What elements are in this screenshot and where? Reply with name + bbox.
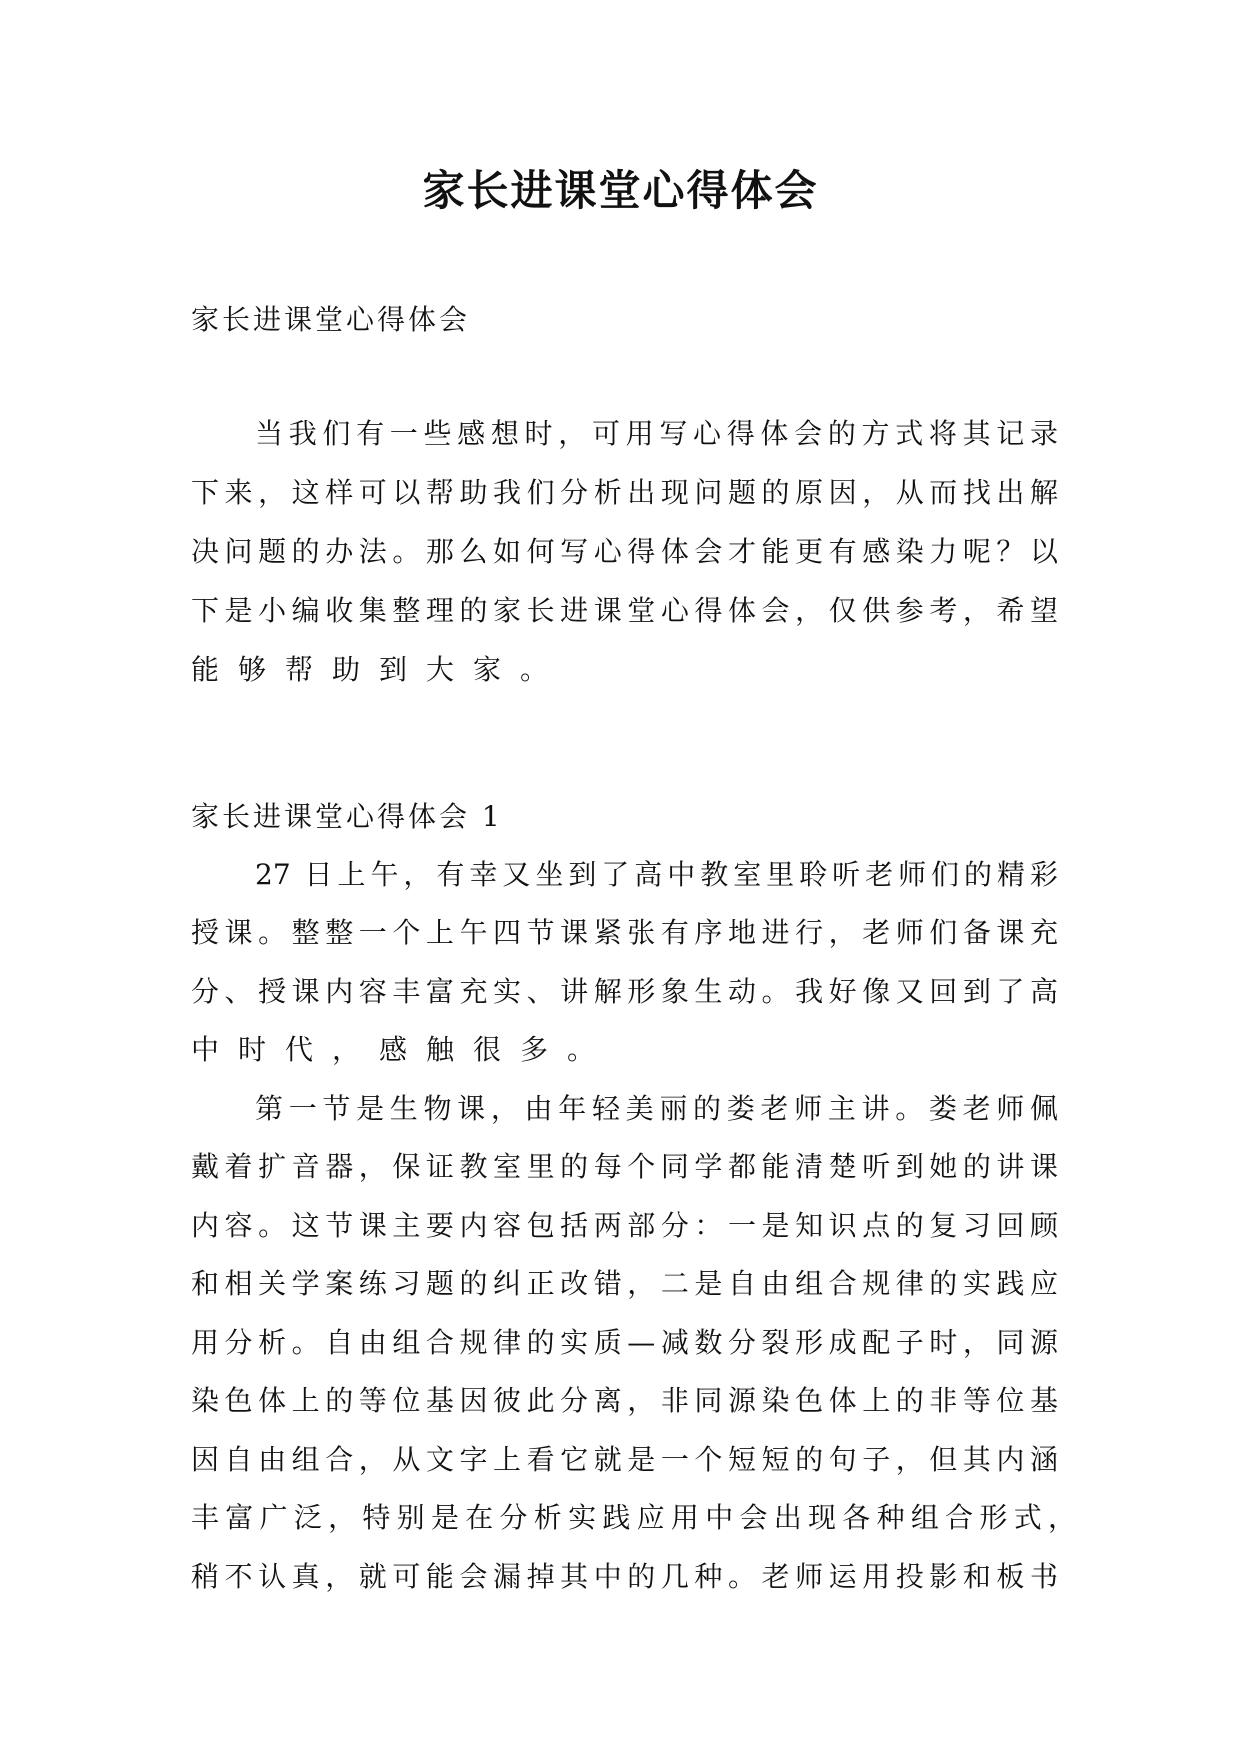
text-line: 染色体上的等位基因彼此分离，非同源染色体上的非等位基 <box>191 1384 1058 1417</box>
text-line: 因自由组合，从文字上看它就是一个短短的句子，但其内涵 <box>191 1443 1058 1476</box>
text-line: 戴着扩音器，保证教室里的每个同学都能清楚听到她的讲课 <box>191 1150 1058 1183</box>
section-heading: 家长进课堂心得体会 1 <box>191 800 503 833</box>
text-line: 丰富广泛，特别是在分析实践应用中会出现各种组合形式， <box>191 1501 1076 1534</box>
text-line: 内容。这节课主要内容包括两部分：一是知识点的复习回顾 <box>191 1209 1058 1242</box>
text-line: 中时代，感触很多。 <box>191 1033 615 1066</box>
document-title: 家长进课堂心得体会 <box>422 166 819 215</box>
text-line: 分、授课内容丰富充实、讲解形象生动。我好像又回到了高 <box>191 975 1058 1008</box>
text-line: 下是小编收集整理的家长进课堂心得体会，仅供参考，希望 <box>191 594 1058 627</box>
text-line: 27 日上午，有幸又坐到了高中教室里聆听老师们的精彩 <box>255 858 1058 891</box>
text-line: 决问题的办法。那么如何写心得体会才能更有感染力呢？以 <box>191 535 1058 568</box>
text-line: 下来，这样可以帮助我们分析出现问题的原因，从而找出解 <box>191 476 1058 509</box>
text-line: 授课。整整一个上午四节课紧张有序地进行，老师们备课充 <box>191 916 1058 949</box>
text-line: 当我们有一些感想时，可用写心得体会的方式将其记录 <box>255 417 1058 450</box>
text-line: 用分析。自由组合规律的实质—减数分裂形成配子时，同源 <box>191 1326 1058 1359</box>
text-line: 稍不认真，就可能会漏掉其中的几种。老师运用投影和板书 <box>191 1560 1058 1593</box>
text-line: 能够帮助到大家。 <box>191 653 568 686</box>
document-subtitle: 家长进课堂心得体会 <box>191 303 471 336</box>
text-line: 第一节是生物课，由年轻美丽的娄老师主讲。娄老师佩 <box>255 1092 1058 1125</box>
text-line: 和相关学案练习题的纠正改错，二是自由组合规律的实践应 <box>191 1267 1058 1300</box>
